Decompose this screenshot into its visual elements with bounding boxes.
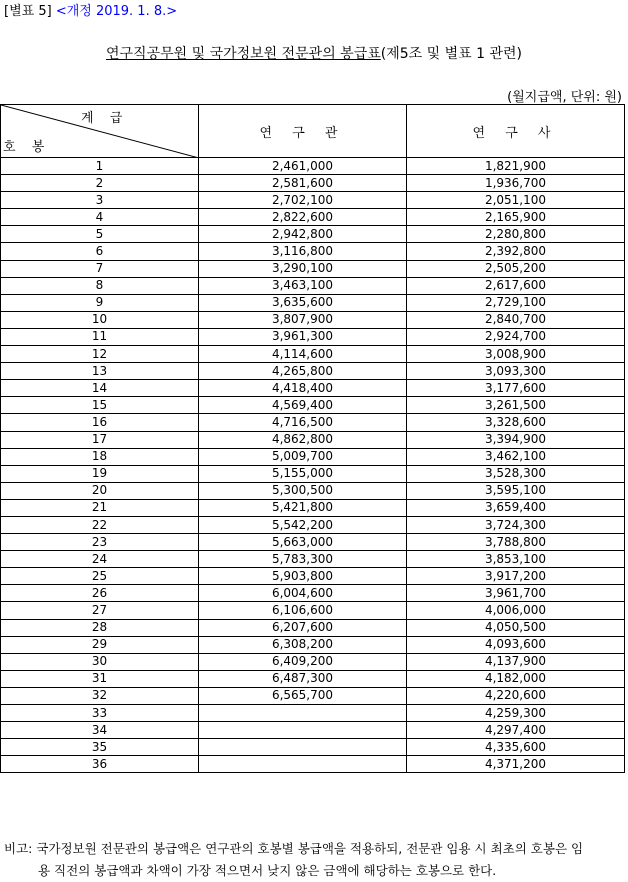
researcher-pay-cell: 5,663,000	[199, 534, 407, 551]
assistant-pay-cell: 3,093,300	[407, 363, 625, 380]
researcher-pay-cell: 6,565,700	[199, 687, 407, 704]
annex-header	[4, 0, 177, 19]
table-row	[1, 175, 625, 192]
assistant-pay-cell: 4,335,600	[407, 739, 625, 756]
table-row	[1, 294, 625, 311]
assistant-pay-cell: 4,182,000	[407, 670, 625, 687]
table-row	[1, 380, 625, 397]
researcher-pay-cell: 4,569,400	[199, 397, 407, 414]
step-cell: 26	[1, 585, 199, 602]
step-cell: 17	[1, 431, 199, 448]
researcher-pay-cell: 3,116,800	[199, 243, 407, 260]
assistant-pay-cell: 2,617,600	[407, 277, 625, 294]
researcher-pay-cell: 5,542,200	[199, 516, 407, 533]
table-row	[1, 328, 625, 345]
step-label: 호 봉	[3, 140, 51, 155]
assistant-pay-cell: 3,659,400	[407, 499, 625, 516]
step-cell: 27	[1, 602, 199, 619]
step-cell: 31	[1, 670, 199, 687]
table-row	[1, 619, 625, 636]
step-cell: 25	[1, 568, 199, 585]
researcher-pay-cell: 2,461,000	[199, 158, 407, 175]
table-row	[1, 585, 625, 602]
step-cell: 11	[1, 328, 199, 345]
researcher-pay-cell: 4,265,800	[199, 363, 407, 380]
assistant-pay-cell: 3,261,500	[407, 397, 625, 414]
title-suffix: (제5조 및 별표 1 관련)	[380, 46, 522, 62]
researcher-pay-cell: 5,009,700	[199, 448, 407, 465]
researcher-pay-cell: 2,581,600	[199, 175, 407, 192]
assistant-pay-cell: 4,259,300	[407, 705, 625, 722]
researcher-pay-cell: 2,702,100	[199, 192, 407, 209]
step-cell: 15	[1, 397, 199, 414]
researcher-pay-cell: 3,961,300	[199, 328, 407, 345]
assistant-pay-cell: 3,528,300	[407, 465, 625, 482]
footnote-line2: 용 직전의 봉급액과 차액이 가장 적으면서 낮지 않은 금액에 해당하는 호봉으로 한다.	[38, 863, 497, 878]
assistant-pay-cell: 3,853,100	[407, 551, 625, 568]
table-row	[1, 756, 625, 773]
table-row	[1, 431, 625, 448]
table-row	[1, 209, 625, 226]
researcher-pay-cell: 4,862,800	[199, 431, 407, 448]
researcher-pay-cell: 4,114,600	[199, 346, 407, 363]
table-row	[1, 499, 625, 516]
unit-note: (월지급액, 단위: 원)	[507, 90, 622, 105]
table-row	[1, 551, 625, 568]
assistant-pay-cell: 3,177,600	[407, 380, 625, 397]
step-cell: 18	[1, 448, 199, 465]
step-cell: 12	[1, 346, 199, 363]
step-cell: 4	[1, 209, 199, 226]
assistant-pay-cell: 3,961,700	[407, 585, 625, 602]
assistant-pay-cell: 2,165,900	[407, 209, 625, 226]
assistant-pay-cell: 2,280,800	[407, 226, 625, 243]
researcher-pay-cell: 5,903,800	[199, 568, 407, 585]
step-cell: 22	[1, 516, 199, 533]
table-row	[1, 482, 625, 499]
researcher-pay-cell: 6,106,600	[199, 602, 407, 619]
table-row	[1, 243, 625, 260]
step-cell: 30	[1, 653, 199, 670]
researcher-pay-cell: 6,004,600	[199, 585, 407, 602]
salary-table	[0, 104, 625, 773]
footnote-line1: 비고: 국가정보원 전문관의 봉급액은 연구관의 호봉별 봉급액을 적용하되, 전문관 임용 시 최초의 호봉은 임	[4, 841, 584, 856]
table-row	[1, 260, 625, 277]
table-row	[1, 363, 625, 380]
assistant-pay-cell: 3,724,300	[407, 516, 625, 533]
assistant-pay-cell: 1,936,700	[407, 175, 625, 192]
step-cell: 9	[1, 294, 199, 311]
researcher-pay-cell: 2,942,800	[199, 226, 407, 243]
table-row	[1, 414, 625, 431]
assistant-pay-cell: 3,788,800	[407, 534, 625, 551]
researcher-pay-cell: 3,807,900	[199, 311, 407, 328]
step-cell: 1	[1, 158, 199, 175]
researcher-pay-cell: 5,783,300	[199, 551, 407, 568]
step-cell: 34	[1, 722, 199, 739]
table-row	[1, 739, 625, 756]
step-cell: 24	[1, 551, 199, 568]
researcher-pay-cell: 3,290,100	[199, 260, 407, 277]
title-main: 연구직공무원 및 국가정보원 전문관의 봉급표	[106, 46, 381, 62]
assistant-pay-cell: 2,505,200	[407, 260, 625, 277]
researcher-pay-cell	[199, 739, 407, 756]
assistant-pay-cell: 3,008,900	[407, 346, 625, 363]
table-row	[1, 311, 625, 328]
researcher-pay-cell	[199, 722, 407, 739]
researcher-pay-cell: 4,716,500	[199, 414, 407, 431]
researcher-pay-cell: 6,487,300	[199, 670, 407, 687]
researcher-pay-cell	[199, 705, 407, 722]
researcher-pay-cell: 3,635,600	[199, 294, 407, 311]
researcher-pay-cell	[199, 756, 407, 773]
researcher-pay-cell: 6,207,600	[199, 619, 407, 636]
researcher-pay-cell: 2,822,600	[199, 209, 407, 226]
table-row	[1, 226, 625, 243]
grade-label: 계 급	[81, 111, 129, 126]
table-header-row	[1, 105, 625, 158]
table-row	[1, 568, 625, 585]
step-cell: 8	[1, 277, 199, 294]
step-cell: 5	[1, 226, 199, 243]
researcher-pay-cell: 5,421,800	[199, 499, 407, 516]
researcher-pay-cell: 6,409,200	[199, 653, 407, 670]
table-row	[1, 277, 625, 294]
step-cell: 32	[1, 687, 199, 704]
step-cell: 7	[1, 260, 199, 277]
table-row	[1, 192, 625, 209]
step-cell: 19	[1, 465, 199, 482]
table-row	[1, 346, 625, 363]
step-cell: 13	[1, 363, 199, 380]
assistant-pay-cell: 4,371,200	[407, 756, 625, 773]
table-row	[1, 158, 625, 175]
table-row	[1, 722, 625, 739]
table-row	[1, 516, 625, 533]
corner-cell	[1, 105, 199, 158]
assistant-pay-cell: 4,137,900	[407, 653, 625, 670]
assistant-pay-cell: 2,840,700	[407, 311, 625, 328]
step-cell: 23	[1, 534, 199, 551]
col-header-researcher: 연 구 관	[199, 105, 407, 158]
table-row	[1, 670, 625, 687]
assistant-pay-cell: 3,394,900	[407, 431, 625, 448]
step-cell: 10	[1, 311, 199, 328]
table-row	[1, 602, 625, 619]
assistant-pay-cell: 3,595,100	[407, 482, 625, 499]
assistant-pay-cell: 2,051,100	[407, 192, 625, 209]
table-row	[1, 705, 625, 722]
step-cell: 3	[1, 192, 199, 209]
step-cell: 20	[1, 482, 199, 499]
amendment-link[interactable]: <개정 2019. 1. 8.>	[55, 4, 178, 19]
step-cell: 16	[1, 414, 199, 431]
researcher-pay-cell: 5,155,000	[199, 465, 407, 482]
table-row	[1, 653, 625, 670]
step-cell: 33	[1, 705, 199, 722]
col-header-assistant: 연 구 사	[407, 105, 625, 158]
assistant-pay-cell: 2,924,700	[407, 328, 625, 345]
table-row	[1, 397, 625, 414]
assistant-pay-cell: 4,093,600	[407, 636, 625, 653]
assistant-pay-cell: 2,729,100	[407, 294, 625, 311]
researcher-pay-cell: 4,418,400	[199, 380, 407, 397]
table-row	[1, 465, 625, 482]
step-cell: 36	[1, 756, 199, 773]
assistant-pay-cell: 4,220,600	[407, 687, 625, 704]
step-cell: 29	[1, 636, 199, 653]
assistant-pay-cell: 3,917,200	[407, 568, 625, 585]
table-row	[1, 448, 625, 465]
table-row	[1, 534, 625, 551]
table-row	[1, 636, 625, 653]
step-cell: 35	[1, 739, 199, 756]
page-title	[0, 43, 628, 63]
step-cell: 21	[1, 499, 199, 516]
assistant-pay-cell: 4,006,000	[407, 602, 625, 619]
footnote	[4, 838, 624, 882]
assistant-pay-cell: 3,462,100	[407, 448, 625, 465]
researcher-pay-cell: 5,300,500	[199, 482, 407, 499]
assistant-pay-cell: 1,821,900	[407, 158, 625, 175]
assistant-pay-cell: 2,392,800	[407, 243, 625, 260]
researcher-pay-cell: 3,463,100	[199, 277, 407, 294]
step-cell: 2	[1, 175, 199, 192]
annex-label: [별표 5]	[4, 4, 52, 19]
assistant-pay-cell: 4,297,400	[407, 722, 625, 739]
assistant-pay-cell: 4,050,500	[407, 619, 625, 636]
step-cell: 6	[1, 243, 199, 260]
assistant-pay-cell: 3,328,600	[407, 414, 625, 431]
step-cell: 28	[1, 619, 199, 636]
table-row	[1, 687, 625, 704]
step-cell: 14	[1, 380, 199, 397]
researcher-pay-cell: 6,308,200	[199, 636, 407, 653]
